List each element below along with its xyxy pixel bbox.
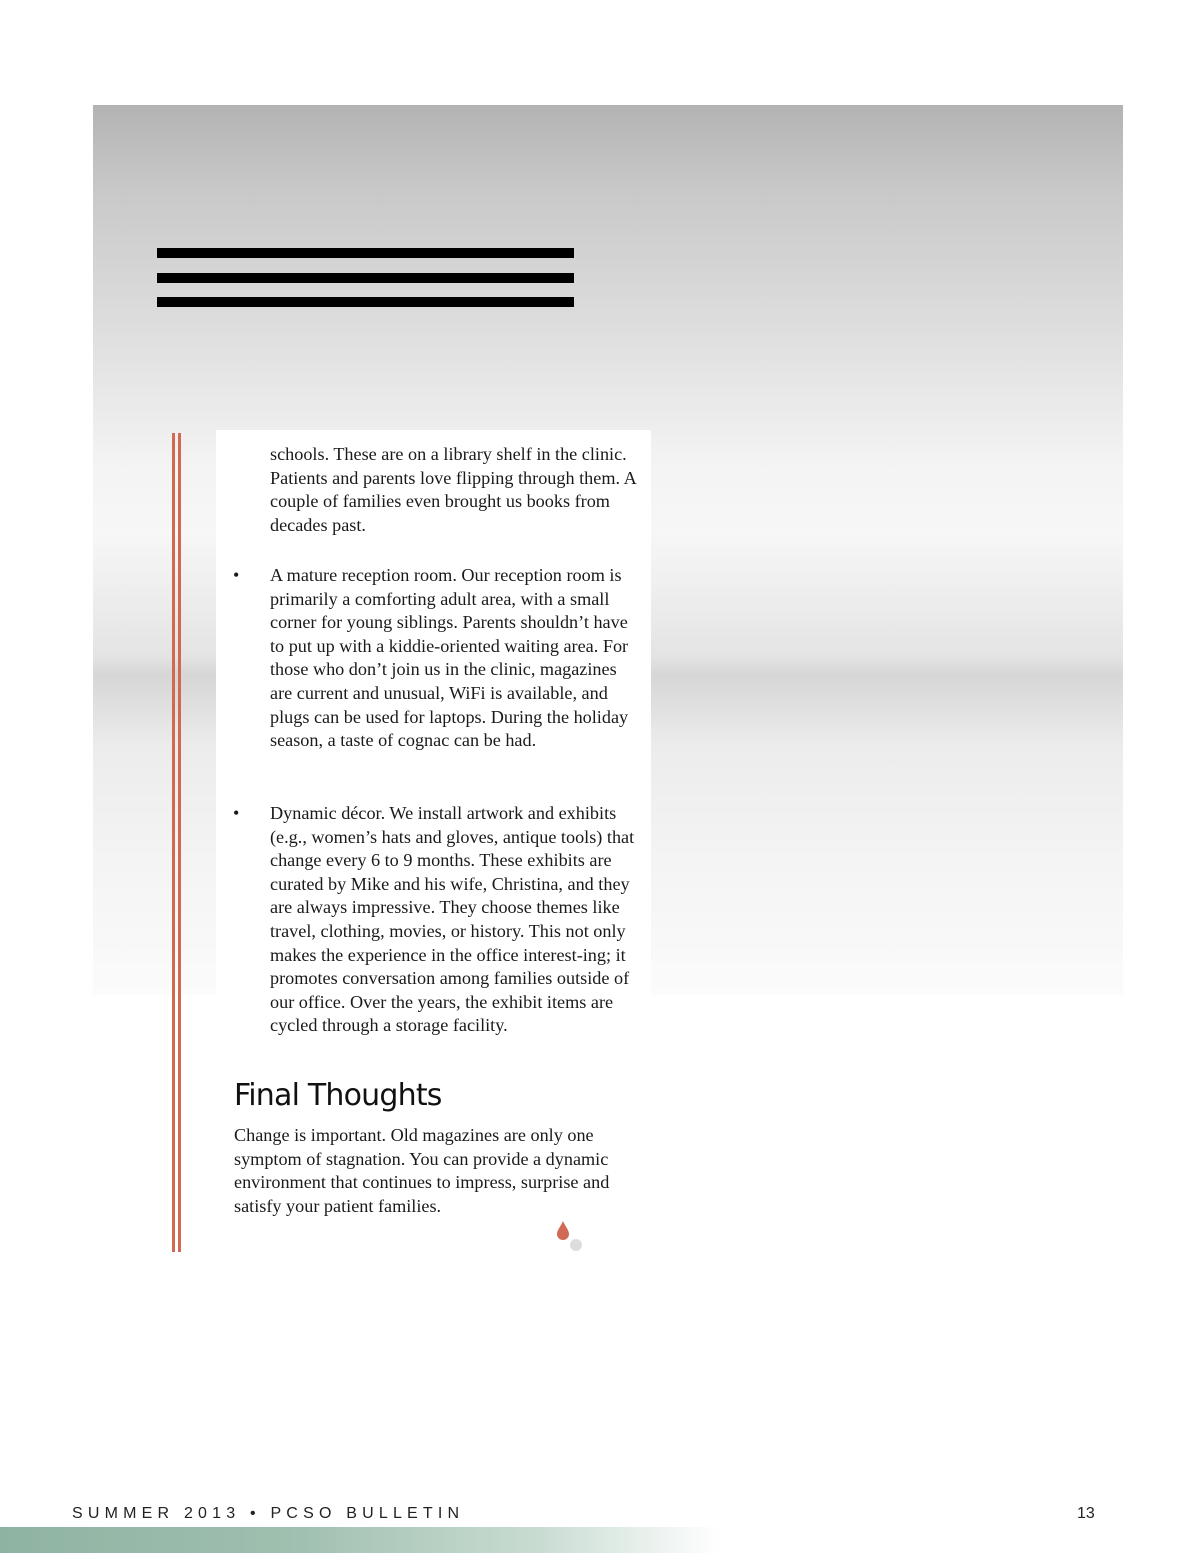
bullet-marker: • [233, 565, 240, 585]
decorative-bar-bottom [157, 297, 574, 307]
drop-end-mark-icon [556, 1220, 586, 1260]
bullet-marker: • [233, 803, 240, 823]
accent-rule-right [178, 433, 181, 1252]
footer-color-band [0, 1527, 720, 1553]
footer-publication-label: SUMMER 2013 • PCSO BULLETIN [72, 1505, 465, 1522]
bullet-reception-room: A mature reception room. Our reception room is primarily a comforting adult area, with a small corner for young siblings. Parents shouldn’t have to put up with a kiddie-oriented waiting area. For those who don’t join us in the clinic, magazines are current and unusual, WiFi is available, and plugs can be used for laptops. During the holiday season, a taste of cognac can be had. [270, 565, 629, 751]
bullet-dynamic-decor: Dynamic décor. We install artwork and exhibits (e.g., women’s hats and gloves, antique tools) that change every 6 to 9 months. These exhibits are curated by Mike and his wife, Christina, and they are always impressive. They choose themes like travel, clothing, movies, or history. This not only makes the experience in the office interest-ing; it promotes conversation among families outside of our office. Over the years, the exhibit items are cycled through a storage facility. [270, 803, 635, 1036]
page-number: 13 [1077, 1505, 1095, 1522]
accent-rule-left [172, 433, 175, 1252]
continued-paragraph: schools. These are on a library shelf in the clinic. Patients and parents love flipping through them. A couple of families even brought us books from decades past. [270, 444, 636, 535]
decorative-bar-middle [157, 273, 574, 283]
decorative-bar-top [157, 248, 574, 258]
closing-paragraph: Change is important. Old magazines are only one symptom of stagnation. You can provide a dynamic environment that continues to impress, surprise and satisfy your patient families. [234, 1125, 610, 1216]
section-heading: Final Thoughts [234, 1078, 442, 1113]
